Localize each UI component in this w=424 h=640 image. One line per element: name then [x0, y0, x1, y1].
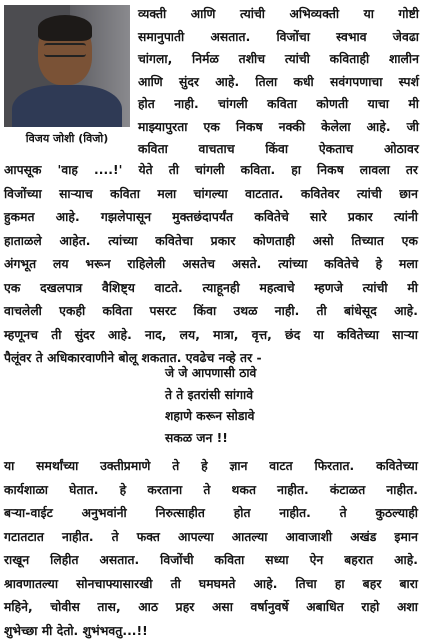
wrap-lines-line: आणि सुंदर आहे. तिला कधी सवंगपणाचा स्पर्श — [138, 74, 419, 89]
wrap-lines-line: माझ्यापुरता एक निकष नक्की केलेला आहे. जी — [138, 119, 419, 134]
author-photo — [4, 5, 130, 127]
full-lines-line: पैलूंवर ते अधिकारवाणीने बोलू शकतात. एवढेच नव्हे तर - — [4, 351, 262, 365]
wrap-lines-line: व्यक्ती आणि त्यांची अभिव्यक्ती या गोष्टी — [138, 7, 419, 21]
full-lines-line: हाताळले आहेत. त्यांच्या कवितेचा प्रकार कोणताही असो तिच्यात एक — [4, 233, 418, 248]
full-lines-line: हुकमत आहे. गझलेपासून मुक्तछंदापर्यंत कवितेचे सारे प्रकार त्यांनी — [4, 210, 418, 224]
closing-lines-line: या समर्थांच्या उक्तीप्रमाणे ते हे ज्ञान वाटत फिरतात. कवितेच्या — [4, 459, 418, 473]
closing-lines-line: महिने, चोवीस तास, आठ प्रहर असा वर्षानुवर्षे अबाधित राहो अशा — [4, 600, 418, 614]
photo-caption: विजय जोशी (विजो) — [25, 132, 109, 145]
closing-lines-line: श्रावणातल्या सोनचाफ्यासारखी ती घमघमते आहे. तिचा हा बहर बारा — [4, 576, 418, 591]
full-lines-line: आपसूक 'वाह ....!' येते ती चांगली कविता. हा निकष लावला तर — [4, 163, 418, 177]
poem-line: शहाणे करून सोडावे — [165, 409, 255, 423]
full-lines-line: म्हणूनच ती सुंदर आहे. नाद, लय, मात्रा, वृत्त, छंद या कवितेच्या साऱ्या — [4, 327, 418, 342]
wrap-lines-line: कविता वाचताच किंवा ऐकताच ओठावर — [138, 142, 419, 156]
poem-line: ते ते इतरांसी सांगावे — [165, 387, 254, 402]
poem-line: जे जे आपणासी ठावे — [165, 366, 257, 380]
full-lines-line: वाचलेली एकही कविता पसरट किंवा उथळ नाही. ती बांधेसूद आहे. — [4, 304, 418, 318]
full-lines-line: विजोंच्या साऱ्याच कविता मला चांगल्या वाटतात. कवितेवर त्यांची छान — [4, 186, 418, 201]
closing-lines-line: राखून लिहीत असतात. विजोंची कविता सध्या ऐन बहरात आहे. — [4, 553, 418, 567]
closing-lines-line: गटातटात नाहीत. ते फक्त आपल्या आतल्या आवाजाशी अखंड इमान — [4, 529, 418, 544]
closing-lines-line: कार्यशाळा घेतात. हे करताना ते थकत नाहीत. कंटाळत नाहीत. — [4, 482, 418, 497]
poem-line: सकळ जन !! — [165, 430, 228, 445]
wrap-lines-line: होत नाही. चांगली कविता कोणती याचा मी — [138, 97, 419, 111]
closing-lines-line: शुभेच्छा मी देतो. शुभंभवतु...!! — [4, 623, 148, 638]
full-lines-line: अंगभूत लय भरून राहिलेली असतेच असते. त्यांच्या कवितेचे हे मला — [4, 257, 418, 271]
full-lines-line: एक दखलपात्र वैशिष्ट्य वाटते. त्याहूनही महत्वाचे म्हणजे त्यांची मी — [4, 280, 418, 295]
wrap-lines-line: समानुपाती असतात. विजोंचा स्वभाव जेवढा — [138, 29, 419, 44]
wrap-lines-line: चांगला, निर्मळ तशीच त्यांची कविताही शालीन — [138, 52, 419, 66]
closing-lines-line: बऱ्या-वाईट अनुभवांनी निरुत्साहीत होत नाहीत. ते कुठल्याही — [4, 506, 418, 520]
